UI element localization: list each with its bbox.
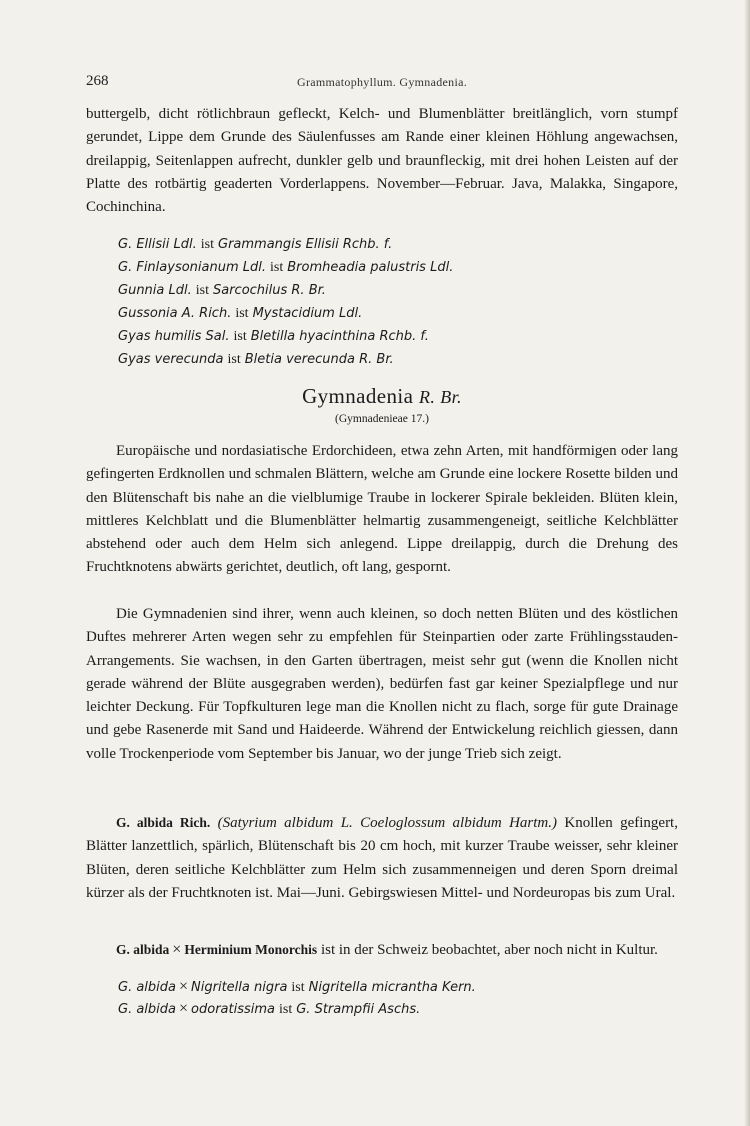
genus-author: R. Br. [419, 387, 462, 407]
hybrid-note [86, 938, 678, 962]
synonym-separator: ist [200, 237, 214, 252]
hybrid-line [118, 976, 678, 998]
synonym-target: Sarcochilus R. Br. [212, 283, 326, 298]
synonym-line [118, 325, 678, 348]
synonym-target: Bletia verecunda R. Br. [244, 352, 394, 367]
culture-paragraph: Die Gymnadenien sind ihrer, wenn auch kleinen, so doch netten Blüten und des köstlichen Duftes mehrerer Arten wegen sehr zu empfehlen für Steinpartien oder zarte Frühlingsstauden-Arrangements. Sie wachsen, in den Garten übertragen, meist sehr gut (wenn die Knollen nicht gerade während der Blüte ausgegraben werden), bedürfen fast gar keiner Spezialpflege und nur leichter Deckung. Für Topfkulturen lege man die Knollen nicht zu flach, sorge für gute Drainage und gebe Rasenerde mit Sand und Haideerde. Während der Entwickelung reichlich giessen, dann volle Trockenperiode vom September bis Januar, wo der junge Trieb sich zeigt. [86, 606, 678, 762]
cross-symbol: × [172, 941, 182, 958]
synonym-target: Bletilla hyacinthina Rchb. f. [250, 329, 429, 344]
hybrid-note-text: ist in der Schweiz beobachtet, aber noch nicht in Kultur. [320, 942, 658, 958]
synonym-line [118, 302, 678, 325]
synonym-name: Gyas humilis Sal. [118, 329, 230, 344]
synonym-separator: ist [227, 352, 241, 367]
cross-symbol: × [179, 1000, 189, 1017]
synonym-separator: ist [270, 260, 284, 275]
genus-description: Europäische und nordasiatische Erdorchideen, etwa zehn Arten, mit handförmigen oder lang gefingerten Erdknollen und schmalen Blättern, welche am Grunde eine lockere Rosette bilden und den Blütenschaft bis nahe an die vielblumige Traube in lockerer Spirale bekleiden. Blüten klein, mittleres Kelchblatt und die Blumenblätter helmartig zusammengeneigt, seitliche Kelchblätter abstehend oder auch dem Helm sich anlegend. Lippe dreilappig, durch die Drehung des Fruchtknotens abwärts gerichtet, deutlich, oft lang, gespornt. [86, 443, 678, 576]
page-number: 268 [86, 73, 109, 89]
synonym-name: Gyas verecunda [118, 352, 224, 367]
synonym-name: Gunnia Ldl. [118, 283, 192, 298]
page-header [86, 73, 678, 95]
hybrid-parent-a: G. albida [118, 1002, 176, 1017]
synonym-separator: ist [233, 329, 247, 344]
hybrid-parent-b: odoratissima [191, 1002, 275, 1017]
synonym-separator: ist [235, 306, 249, 321]
hybrid-line [118, 998, 678, 1020]
hybrid-result: G. Strampfii Aschs. [296, 1002, 421, 1017]
genus-tribe: (Gymnadenieae 17.) [335, 413, 429, 425]
cross-symbol: × [179, 978, 189, 995]
hybrid-parent-a: G. albida [116, 942, 170, 957]
synonym-target: Mystacidium Ldl. [252, 306, 363, 321]
genus-heading [86, 384, 678, 409]
synonym-line [118, 256, 678, 279]
species-entry [86, 811, 678, 905]
synonym-name: G. Finlaysonianum Ldl. [118, 260, 266, 275]
hybrid-list [118, 976, 678, 1020]
page-spine-shadow [744, 0, 750, 1126]
running-head: Grammatophyllum. Gymnadenia. [296, 75, 468, 89]
intro-paragraph: buttergelb, dicht rötlichbraun gefleckt, Kelch- und Blumenblätter breitlänglich, vorn stumpf gerundet, Lippe dem Grunde des Säulenfusses am Rande einer kleinen Höhlung angewachsen, dreilappig, Seitenlappen aufrecht, dunkler gelb und braunfleckig, mit drei hohen Leisten auf der Platte des rotbärtig geaderten Vorderlappens. November—Februar. Java, Malakka, Singapore, Cochinchina. [86, 106, 678, 216]
species-name: G. albida Rich. [116, 815, 211, 830]
synonym-line [118, 279, 678, 302]
synonym-name: Gussonia A. Rich. [118, 306, 232, 321]
genus-name: Gymnadenia [302, 384, 414, 408]
synonym-target: Bromheadia palustris Ldl. [287, 260, 454, 275]
hybrid-separator: ist [291, 980, 305, 995]
hybrid-parent-a: G. albida [118, 980, 176, 995]
species-description: Knollen gefingert, Blätter lanzettlich, spärlich, Blütenschaft bis 20 cm hoch, mit kurzer Traube weisser, sehr kleiner Blüten, deren seitliche Kelchblätter zum Helm sich zusammenneigen und deren Sporn dreimal kürzer als der Fruchtknoten ist. Mai—Juni. Gebirgswiesen Mittel- und Nordeuropas bis zum Ural. [86, 815, 678, 901]
synonym-name: G. Ellisii Ldl. [118, 237, 197, 252]
hybrid-separator: ist [279, 1002, 293, 1017]
synonym-line [118, 233, 678, 256]
hybrid-parent-b: Herminium Monorchis [184, 942, 318, 957]
synonym-line [118, 348, 678, 371]
hybrid-result: Nigritella micrantha Kern. [308, 980, 476, 995]
synonym-separator: ist [195, 283, 209, 298]
synonym-target: Grammangis Ellisii Rchb. f. [218, 237, 393, 252]
synonym-list [118, 233, 678, 371]
hybrid-parent-b: Nigritella nigra [191, 980, 288, 995]
species-synonym: (Satyrium albidum L. Coeloglossum albidum Hartm.) [217, 815, 558, 831]
